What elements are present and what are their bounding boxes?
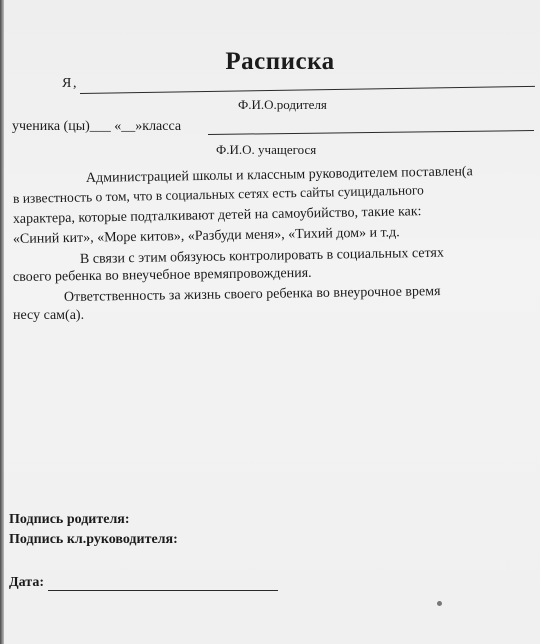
paragraph-1-line-1: Администрацией школы и классным руководителем поставлен(а [85,164,473,186]
document-title: Расписка [225,48,335,75]
parent-name-caption: Ф.И.О.родителя [238,97,327,112]
paper-speck [437,601,442,606]
parent-name-line [80,86,535,94]
paragraph-1-line-3: характера, которые подталкивают детей на самоубийство, такие как: [12,204,422,227]
teacher-signature-label: Подпись кл.руководителя: [9,532,178,547]
paragraph-2-line-2: своего ребенка во внеучебное времяпровождения. [12,265,312,285]
i-label: Я [62,76,72,91]
page-edge-shadow [0,0,4,644]
student-class-label: ученика (цы)___ «__»класса [12,119,182,134]
paragraph-3-line-2: несу сам(а). [13,308,85,323]
student-name-caption: Ф.И.О. учащегося [216,142,317,157]
date-line [48,590,278,591]
paragraph-1-line-4: «Синий кит», «Море китов», «Разбуди меня», «Тихий дом» и т.д. [12,225,400,247]
parent-signature-label: Подпись родителя: [9,512,130,527]
paragraph-2-line-1: В связи с этим обязуюсь контролировать в социальных сетях [79,245,445,267]
date-label: Дата: [9,575,44,590]
paragraph-3-line-1: Ответственность за жизнь своего ребенка во внеурочное время [63,284,441,305]
paragraph-1-line-2: в известность о том, что в социальных сетях есть сайты суицидального [12,182,424,206]
student-name-line [208,130,534,135]
i-label-comma: , [73,76,77,91]
